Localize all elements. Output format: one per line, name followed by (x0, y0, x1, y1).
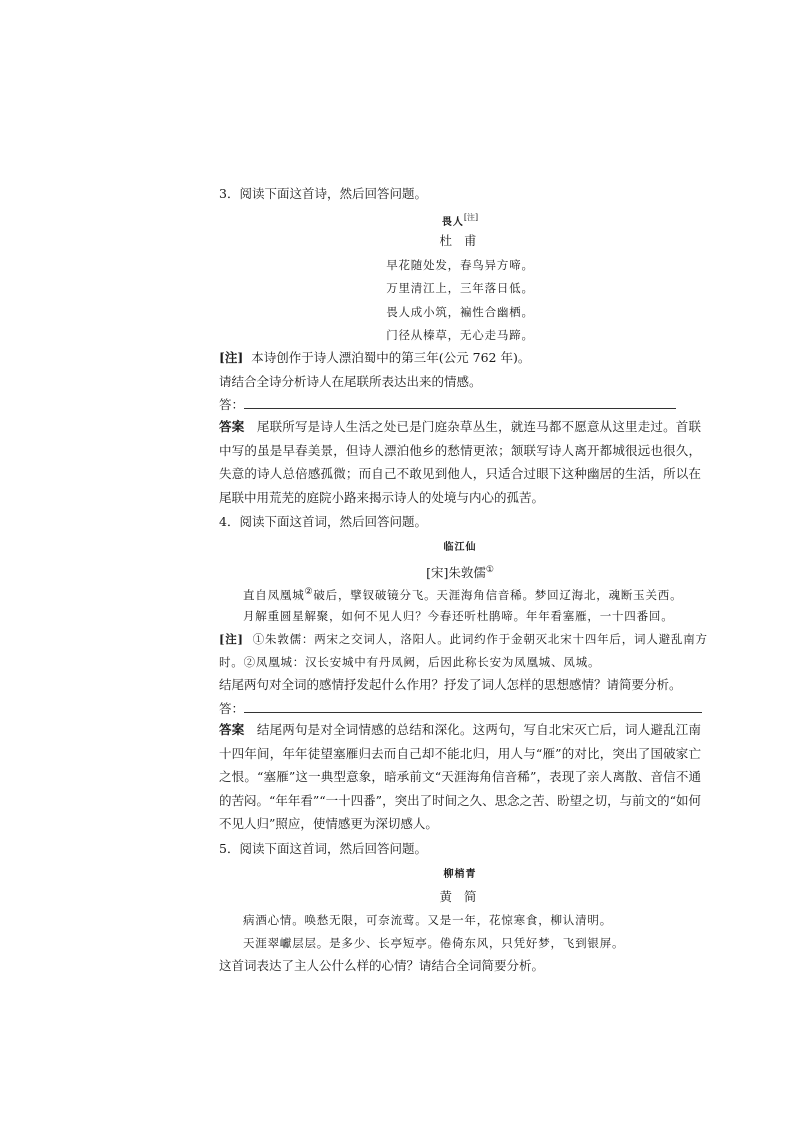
q3-prompt: 3．阅读下面这首诗，然后回答问题。 (219, 186, 427, 201)
q4-poem-title (219, 538, 701, 556)
q4-answer-row (219, 701, 702, 717)
q4-line1-b: 破后，擘钗破镜分飞。天涯海角信音稀。梦回辽海北，魂断玉关西。 (313, 587, 683, 602)
q4-question: 结尾两句对全词的感情抒发起什么作用？抒发了词人怎样的思想感情？请简要分析。 (219, 677, 682, 692)
q3-note-text: 本诗创作于诗人漂泊蜀中的第三年(公元 762 年)。 (251, 350, 531, 365)
q4-author-mark: ① (485, 565, 494, 575)
q5-poem-title (219, 865, 701, 883)
q3-answer-row (219, 397, 676, 413)
q3-poem-line-3: 畏人成小筑，褊性合幽栖。 (386, 305, 534, 319)
q4-answer-blank[interactable] (244, 701, 702, 713)
q3-question: 请结合全诗分析诗人在尾联所表达出来的情感。 (219, 374, 482, 389)
q4-line1-mark: ② (304, 587, 314, 597)
q4-answer-prefix: 答： (219, 701, 245, 716)
q4-note-text-1: ①朱敦儒：两宋之交词人，洛阳人。此词约作于金朝灭北宋十四年后，词人避乱南方 (252, 632, 708, 646)
q4-note-label: [注] (219, 632, 244, 646)
q5-poem-line-2: 天涯翠巘层层。是多少、长亭短亭。倦倚东风，只凭好梦，飞到银屏。 (243, 936, 625, 950)
q4-poem-line-2: 月解重圆星解聚，如何不见人归？今春还听杜鹃啼。年年看塞雁，一十四番回。 (243, 609, 674, 623)
q3-answer-text: 尾联所写是诗人生活之处已是门庭杂草丛生，就连马都不愿意从这里走过。首联中写的虽是早春美景，但诗人漂泊他乡的愁情更浓；颔联写诗人离开都城很远也很久，失意的诗人总倍感孤微；而自己不敢见到他人，只适合过眼下这种幽居的生活，所以在尾联中用荒芜的庭院小路来揭示诗人的处境与内心的孤苦。 (219, 419, 701, 505)
q4-note (219, 631, 708, 647)
q3-poem-line-1: 早花随处发，春鸟异方啼。 (386, 258, 534, 272)
q4-author-row (219, 562, 701, 581)
q4-poem-line-1 (219, 584, 682, 603)
q3-title: 畏人 (441, 217, 464, 229)
q4-prompt: 4．阅读下面这首词，然后回答问题。 (219, 514, 427, 529)
q3-author: 杜 甫 (439, 233, 481, 248)
q3-answer (219, 415, 701, 509)
q5-prompt: 5．阅读下面这首词，然后回答问题。 (219, 841, 427, 856)
q5-author: 黄 简 (439, 889, 481, 904)
q3-answer-prefix: 答： (219, 397, 245, 412)
q4-note-cont: 时。②凤凰城：汉长安城中有丹凤阙，后因此称长安为凤凰城、凤城。 (219, 655, 601, 669)
q4-line1-a: 直自凤凰城 (243, 587, 305, 602)
q3-answer-label: 答案 (219, 419, 245, 434)
q4-title: 临江仙 (443, 542, 477, 553)
q4-answer (219, 718, 701, 836)
q4-author: [宋]朱敦儒 (426, 565, 486, 581)
q5-question: 这首词表达了主人公什么样的心情？请结合全词简要分析。 (219, 958, 545, 973)
q4-answer-text: 结尾两句是对全词情感的总结和深化。这两句，写自北宋灭亡后，词人避乱江南十四年间，年年徒望塞雁归去而自己却不能北归，用人与“雁”的对比，突出了国破家亡之恨。“塞雁”这一典型意象，暗承前文“天涯海角信音稀”，表现了亲人离散、音信不通的苦闷。“年年看”“一十四番”，突出了时间之久、思念之苦、盼望之切，与前文的“如何不见人归”照应，使情感更为深切感人。 (219, 722, 701, 831)
q5-poem-line-1: 病酒心情。唤愁无限，可奈流莺。又是一年，花惊寒食，柳认清明。 (243, 913, 612, 927)
q3-note (219, 350, 530, 366)
q3-poem-line-2: 万里清江上，三年落日低。 (386, 281, 534, 295)
q4-answer-label: 答案 (219, 722, 245, 737)
q3-poem-line-4: 门径从榛草，无心走马蹄。 (386, 328, 534, 342)
q3-answer-blank[interactable] (244, 397, 676, 409)
q3-title-note: [注] (463, 213, 479, 222)
q5-title: 柳梢青 (443, 869, 477, 880)
q3-poem-title (219, 210, 701, 231)
q3-note-label: [注] (219, 350, 244, 365)
